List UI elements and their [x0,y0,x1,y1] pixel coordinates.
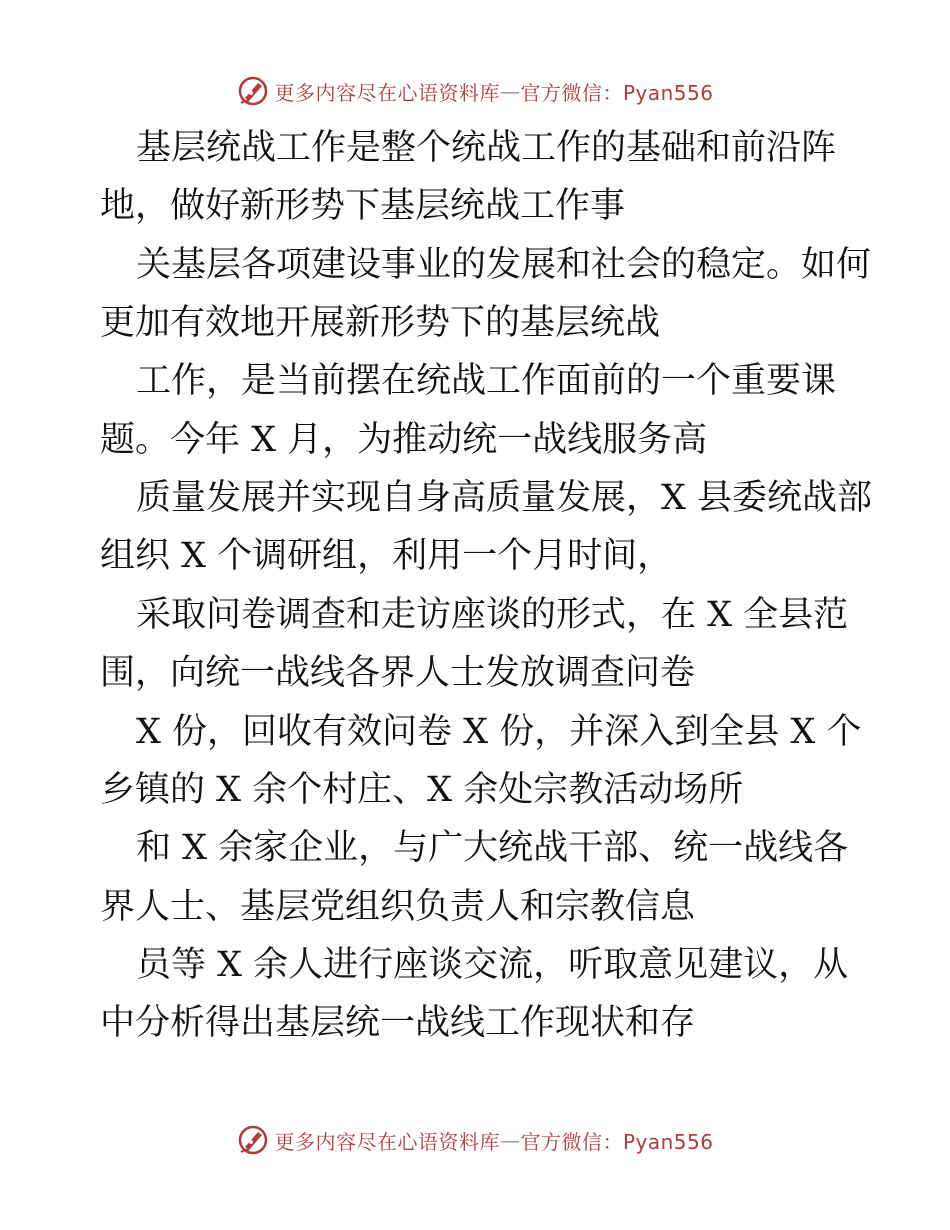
body-line: 采取问卷调查和走访座谈的形式，在 X 全县范 [136,595,849,635]
body-line: 乡镇的 X 余个村庄、X 余处宗教活动场所 [100,770,744,810]
pen-logo-icon [236,1123,270,1157]
body-line: 基层统战工作是整个统战工作的基础和前沿阵 [136,128,837,168]
body-line: 围，向统一战线各界人士发放调查问卷 [100,653,696,693]
body-line: 界人士、基层党组织负责人和宗教信息 [100,887,696,927]
body-line: 质量发展并实现自身高质量发展，X 县委统战部 [136,478,873,518]
banner-separator: — [499,79,521,103]
body-line: 和 X 余家企业，与广大统战干部、统一战线各 [136,828,849,868]
banner-wechat-text: 官方微信：Pyan556 [520,1129,714,1154]
banner-site-text: 更多内容尽在心语资料库 [274,1129,500,1154]
body-line: 工作，是当前摆在统战工作面前的一个重要课 [136,361,837,401]
body-line: X 份，回收有效问卷 X 份，并深入到全县 X 个 [136,712,862,752]
body-line: 员等 X 余人进行座谈交流，听取意见建议，从 [136,945,849,985]
footer-banner [0,1120,950,1160]
banner-wechat-text: 官方微信：Pyan556 [520,80,714,105]
body-line: 更加有效地开展新形势下的基层统战 [100,303,661,343]
body-line: 中分析得出基层统一战线工作现状和存 [100,1003,696,1043]
body-line: 地，做好新形势下基层统战工作事 [100,186,626,226]
body-line: 组织 X 个调研组，利用一个月时间， [100,536,673,576]
banner-separator: — [499,1128,521,1152]
body-line: 关基层各项建设事业的发展和社会的稳定。如何 [136,245,872,285]
body-line: 题。今年 X 月，为推动统一战线服务高 [100,420,708,460]
banner-site-text: 更多内容尽在心语资料库 [274,80,500,105]
